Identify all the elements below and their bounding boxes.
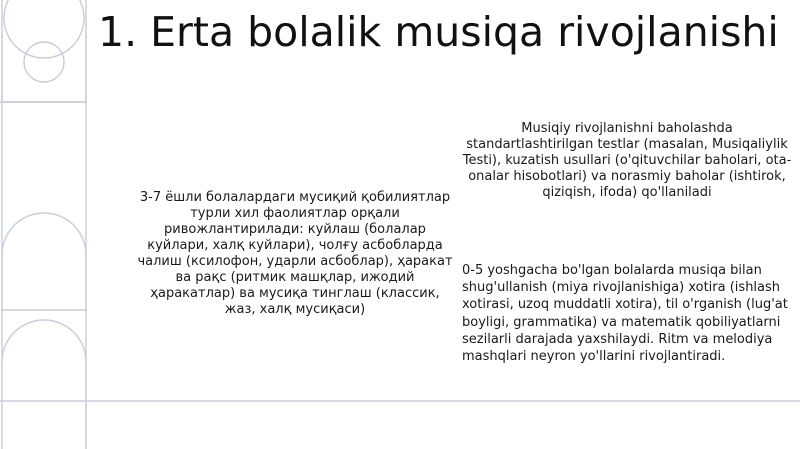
right-top-text-block: Musiqiy rivojlanishni baholashda standartlashtirilgan testlar (masalan, Musiqaliylik Testi), kuzatish usullari (o'qituvchilar baholari, ota-onalar hisobotlari) va norasmiy baholar (ishtirok, qiziqish, ifoda) qo'llaniladi — [462, 121, 792, 200]
left-text-block: 3-7 ёшли болалардаги мусиқий қобилиятлар турли хил фаолиятлар орқали ривожлантирилади: куйлаш (болалар куйлари, халқ куйлари), чолғу асбобларда чалиш (ксилофон, ударли асбоблар), ҳаракат ва рақс (ритмик машқлар, ижодий ҳаракатлар) ва мусиқа тинглаш (классик, жаз, халқ мусиқаси) — [137, 190, 453, 317]
right-bottom-text-block: 0-5 yoshgacha bo'lgan bolalarda musiqa bilan shug'ullanish (miya rivojlanishiga) xotira (ishlash xotirasi, uzoq muddatli xotira), til o'rganish (lug'at boyligi, grammatika) va matematik qobiliyatlarni sezilarli darajada yaxshilaydi. Ritm va melodiya mashqlari neyron yo'llarini rivojlantiradi. — [462, 263, 788, 365]
deco-circle-small — [24, 42, 64, 82]
slide-title: 1. Erta bolalik musiqa rivojlanishi — [98, 8, 779, 56]
deco-arch-bottom — [2, 320, 86, 449]
deco-circle-large — [4, 0, 84, 58]
deco-arch-middle — [2, 213, 86, 310]
